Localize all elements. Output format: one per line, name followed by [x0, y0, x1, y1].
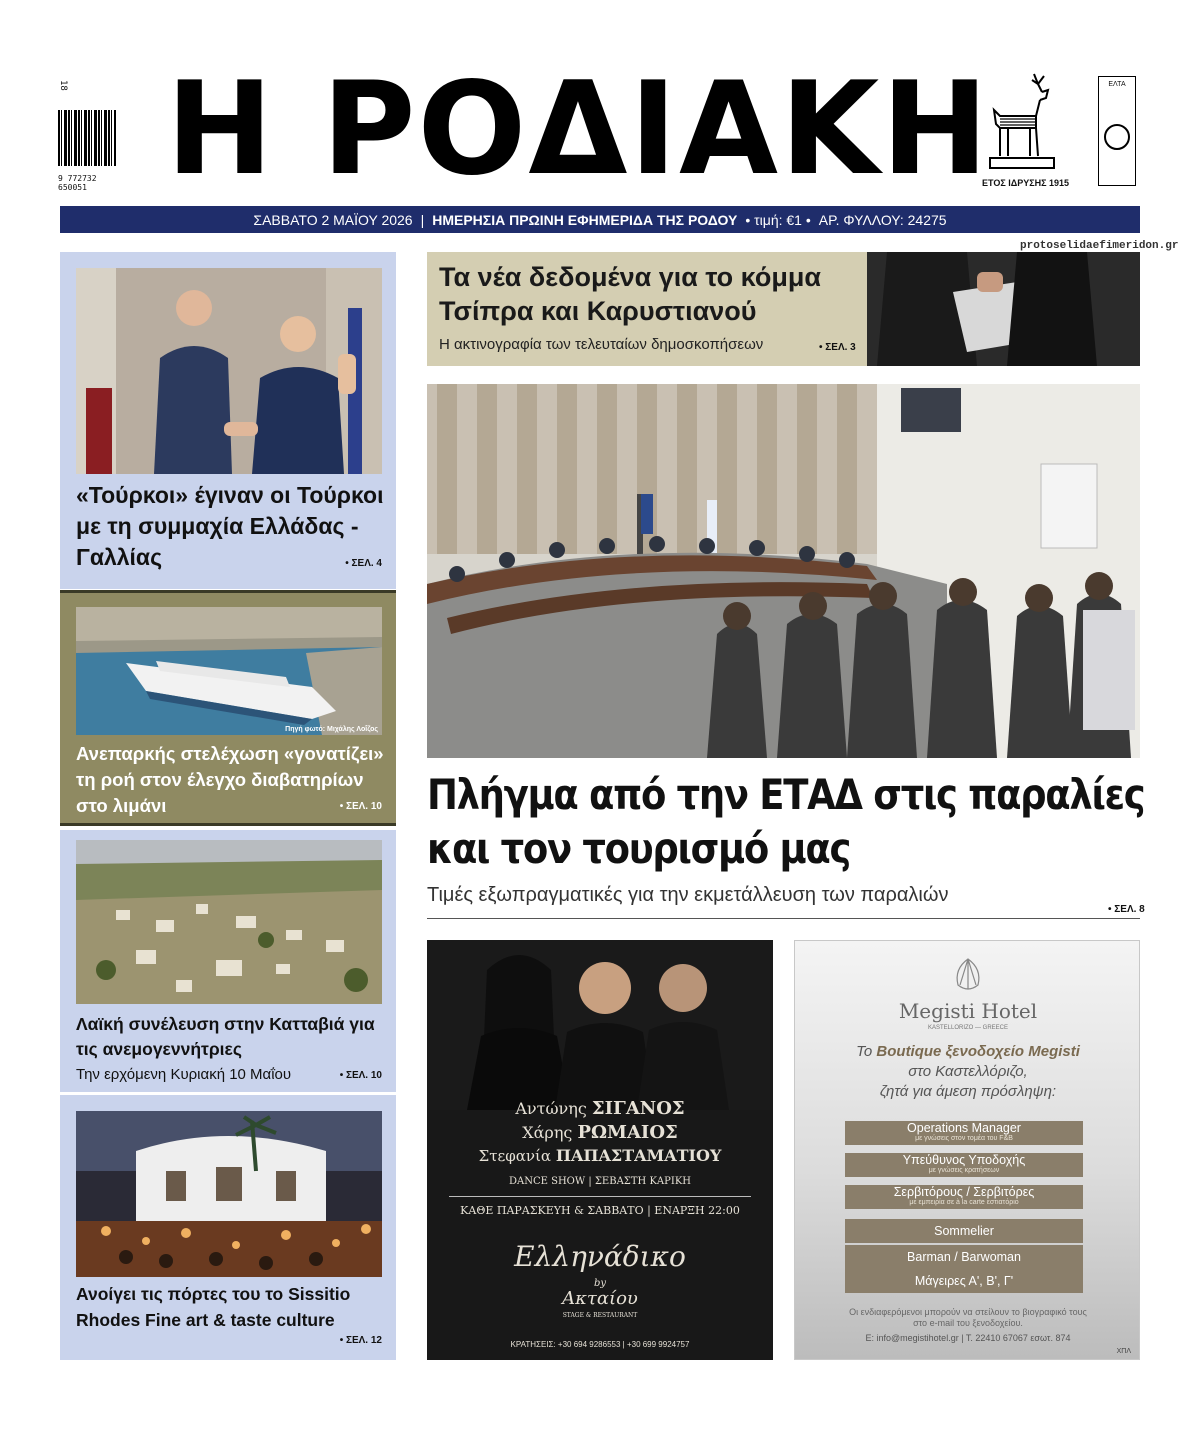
intro-line-3: ζητά για άμεση πρόσληψη: — [879, 1083, 1057, 1100]
job-note: με γνώσεις κρατήσεων — [928, 1167, 1000, 1174]
top-story-title: Τα νέα δεδομένα για το κόμμα Τσίπρα και Καρυστιανού — [439, 262, 821, 326]
ad-music-venue[interactable] — [427, 940, 773, 1360]
story-title: Ανεπαρκής στελέχωση «γονατίζει» τη ροή στον έλεγχο διαβατηρίων στο λιμάνι — [76, 743, 384, 816]
job-note: με γνώσεις στον τομέα του F&B — [915, 1135, 1013, 1142]
job-title: Barman / Barwoman — [907, 1250, 1021, 1264]
story-card-sissitio[interactable] — [60, 1095, 396, 1360]
dance-show: DANCE SHOW | ΣΕΒΑΣΤΗ ΚΑΡΙΚΗ — [508, 1176, 692, 1187]
job-waiters — [845, 1185, 1083, 1209]
job-cooks — [845, 1269, 1083, 1293]
story-title: «Τούρκοι» έγιναν οι Τούρκοι με τη συμμαχία Ελλάδας - Γαλλίας — [76, 482, 384, 570]
performer-2-first: Χάρης — [522, 1123, 573, 1142]
ad-megisti-hotel[interactable] — [794, 940, 1140, 1360]
separator: | — [420, 211, 425, 228]
main-headline — [427, 768, 1145, 876]
job-title: Σερβιτόρους / Σερβιτόρες — [893, 1185, 1035, 1199]
tagline: ΗΜΕΡΗΣΙΑ ΠΡΩΙΝΗ ΕΦΗΜΕΡΙΔΑ ΤΗΣ ΡΟΔΟΥ — [432, 211, 738, 228]
masthead — [58, 55, 1140, 204]
photo-cruise-ship — [76, 607, 382, 735]
top-story-subtitle: Η ακτινογραφία των τελευταίων δημοσκοπήσεων — [439, 336, 764, 353]
issue-date: ΣΑΒΒΑΤΟ 2 ΜΑΪΟΥ 2026 — [253, 211, 413, 228]
ad-tag: ΧΠΛ — [1116, 1348, 1131, 1355]
performer-3 — [427, 1146, 773, 1165]
photo-sissitio-restaurant — [76, 1111, 382, 1277]
price: • τιμή: €1 • — [745, 211, 811, 228]
seal-circle-icon — [1104, 124, 1130, 150]
hotel-contact[interactable]: E: info@megistihotel.gr | T. 22410 67067 εσωτ. 874 — [865, 1333, 1071, 1343]
footer-line-2: στο e-mail του ξενοδοχείου. — [913, 1318, 1023, 1328]
job-title: Υπεύθυνος Υποδοχής — [902, 1153, 1026, 1167]
elta-label: ΕΛΤΑ — [1108, 81, 1126, 88]
performer-3-first: Στεφανία — [478, 1147, 552, 1165]
story-card-kattavia[interactable] — [60, 830, 396, 1092]
show-schedule: ΚΑΘΕ ΠΑΡΑΣΚΕΥΗ & ΣΑΒΒΑΤΟ | ΕΝΑΡΞΗ 22:00 — [460, 1204, 740, 1217]
brand-name: Ελληνάδικο — [514, 1240, 686, 1273]
issue-number: ΑΡ. ΦΥΛΛΟΥ: 24275 — [818, 211, 947, 228]
venue-sub: STAGE & RESTAURANT — [562, 1312, 638, 1319]
founded-year: ΕΤΟΣ ΙΔΡΥΣΗΣ 1915 — [982, 178, 1070, 188]
performer-1-first: Αντώνης — [515, 1099, 587, 1118]
job-title: Μάγειρες Α', Β', Γ' — [914, 1274, 1014, 1288]
deer-emblem-icon — [986, 70, 1068, 174]
story-card-port[interactable] — [60, 590, 396, 826]
hotel-location: KASTELLORIZO — GREECE — [927, 1025, 1009, 1031]
photo-leaders-handshake — [76, 268, 382, 474]
main-subtitle: Τιμές εξωπραγματικές για την εκμετάλλευση των παραλιών — [427, 884, 949, 906]
divider — [427, 918, 1140, 919]
barcode — [58, 80, 116, 192]
performer-1-last: ΣΙΓΑΝΟΣ — [591, 1098, 685, 1119]
top-story-tsipras[interactable] — [427, 252, 1140, 366]
story-title: Ανοίγει τις πόρτες του το Sissitio Rhodes Fine art & taste culture — [76, 1284, 351, 1330]
job-title: Operations Manager — [907, 1121, 1021, 1135]
footer-line-1: Οι ενδιαφερόμενοι μπορούν να στείλουν το βιογραφικό τους — [849, 1307, 1087, 1317]
intro-line-1 — [795, 1043, 1140, 1060]
job-note: με εμπειρία σε à la carte εστιατόριο — [909, 1199, 1019, 1206]
page-ref: • ΣΕΛ. 12 — [339, 1335, 382, 1346]
performer-3-last: ΠΑΠΑΣΤΑΜΑΤΙΟΥ — [555, 1146, 722, 1165]
brand-by: by — [593, 1278, 607, 1289]
page-ref: • ΣΕΛ. 10 — [339, 801, 382, 812]
job-sommelier — [845, 1219, 1083, 1243]
performer-2-last: ΡΩΜΑΙΟΣ — [577, 1122, 678, 1143]
job-reception — [845, 1153, 1083, 1177]
page-ref: • ΣΕΛ. 4 — [345, 558, 382, 569]
barcode-number: 9 772732 650051 — [58, 174, 97, 192]
intro-prefix: Το — [856, 1043, 877, 1060]
date-band — [60, 206, 1140, 233]
photo-ballot-box — [867, 252, 1140, 366]
job-operations-manager — [845, 1121, 1083, 1145]
story-title: Λαϊκή συνέλευση στην Κατταβιά για τις ανεμογεννήτριες — [76, 1014, 375, 1059]
intro-line-2: στο Καστελλόριζο, — [908, 1063, 1028, 1080]
photo-council-meeting — [427, 384, 1140, 758]
story-card-macron[interactable] — [60, 252, 396, 589]
divider — [449, 1196, 751, 1197]
performer-1 — [427, 1098, 773, 1119]
barcode-bars — [58, 110, 116, 166]
story-subtitle: Την ερχόμενη Κυριακή 10 Μαΐου — [76, 1066, 292, 1083]
issue-code: 18 — [58, 80, 68, 91]
page-ref: • ΣΕΛ. 3 — [819, 342, 856, 353]
job-barman — [845, 1245, 1083, 1269]
job-title: Sommelier — [934, 1224, 994, 1238]
headline-line-2: και τον τουρισμό μας — [427, 824, 851, 873]
ad-singers-photo — [427, 940, 773, 1110]
intro-hotel: Boutique ξενοδοχείο Megisti — [876, 1043, 1080, 1060]
page-ref: • ΣΕΛ. 10 — [339, 1070, 382, 1081]
source-watermark: protoselidaefimeridon.gr — [1020, 240, 1179, 252]
newspaper-logo: Η ΡΟΔΙΑΚΗ — [166, 55, 991, 204]
hotel-name: Megisti Hotel — [898, 999, 1038, 1023]
headline-line-1: Πλήγμα από την ΕΤΑΔ στις παραλίες — [427, 770, 1145, 819]
page-ref: • ΣΕΛ. 8 — [1108, 904, 1145, 915]
photo-kattavia-village — [76, 840, 382, 1004]
seashell-icon — [948, 955, 988, 995]
venue-name: Ακταίου — [562, 1288, 638, 1309]
reservation-phones[interactable]: ΚΡΑΤΗΣΕΙΣ: +30 694 9286553 | +30 699 9924757 — [510, 1340, 690, 1349]
elta-seal — [1098, 76, 1136, 186]
performer-2 — [427, 1122, 773, 1143]
photo-credit: Πηγή φωτό: Μιχάλης Λοΐζος — [285, 726, 378, 733]
